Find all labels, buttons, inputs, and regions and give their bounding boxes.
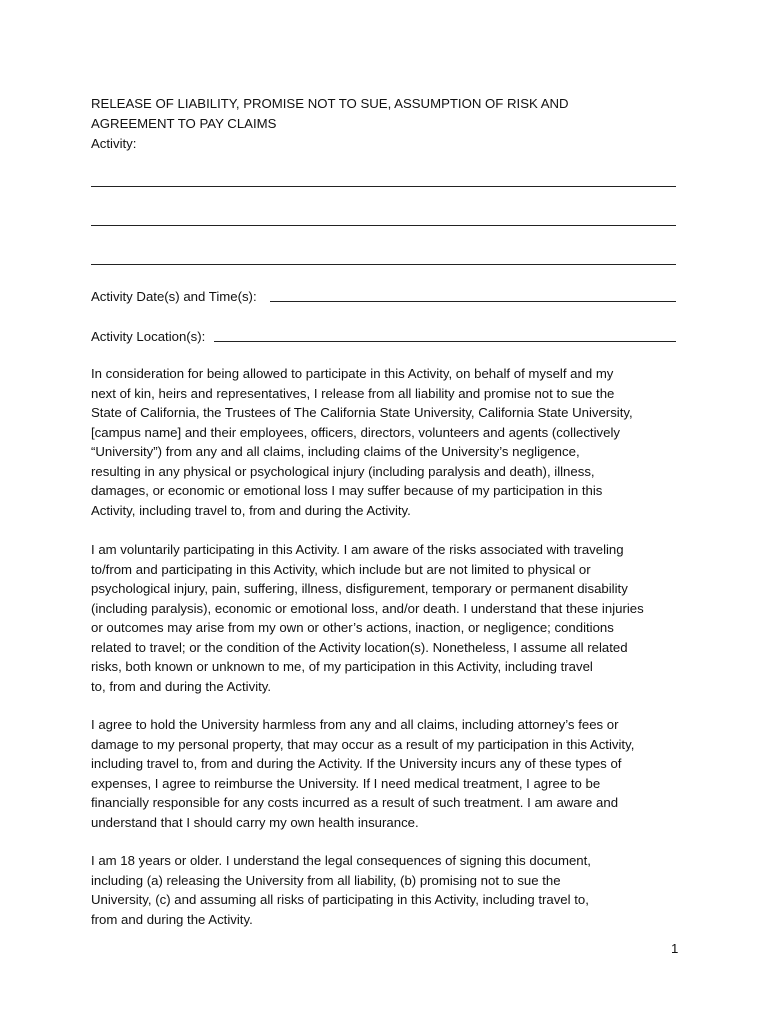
paragraph-line: to, from and during the Activity. <box>91 678 272 694</box>
paragraph-line: resulting in any physical or psychological injury (including paralysis and death), illness, <box>91 463 595 479</box>
paragraph-line: risks, both known or unknown to me, of my participation in this Activity, including travel <box>91 659 593 675</box>
activity-location-label: Activity Location(s): <box>91 329 206 344</box>
activity-date-line[interactable] <box>270 301 676 302</box>
document-title: RELEASE OF LIABILITY, PROMISE NOT TO SUE, ASSUMPTION OF RISK AND AGREEMENT TO PAY CLAIMS <box>91 96 569 131</box>
paragraph-line: from and during the Activity. <box>91 911 253 927</box>
paragraph-line: “University”) from any and all claims, including claims of the University’s negligence, <box>91 444 580 460</box>
paragraph-line: related to travel; or the condition of the Activity location(s). Nonetheless, I assume all related <box>91 639 628 655</box>
age-acknowledgment-paragraph <box>91 851 591 929</box>
paragraph-line: I agree to hold the University harmless from any and all claims, including attorney’s fees or <box>91 717 619 732</box>
paragraph-line: Activity, including travel to, from and during the Activity. <box>91 502 411 518</box>
activity-line-1[interactable] <box>91 186 676 187</box>
paragraph-line: including travel to, from and during the Activity. If the University incurs any of these types of <box>91 756 622 772</box>
assumption-of-risk-paragraph <box>91 540 644 696</box>
paragraph-line: (including paralysis), economic or emotional loss, and/or death. I understand that these injuries <box>91 600 644 616</box>
paragraph-line: I am voluntarily participating in this Activity. I am aware of the risks associated with traveling <box>91 542 624 557</box>
paragraph-line: In consideration for being allowed to participate in this Activity, on behalf of myself and my <box>91 366 614 381</box>
paragraph-line: damages, or economic or emotional loss I may suffer because of my participation in this <box>91 483 603 499</box>
activity-date-label: Activity Date(s) and Time(s): <box>91 289 257 304</box>
paragraph-line: or outcomes may arise from my own or other’s actions, inaction, or negligence; conditions <box>91 620 614 636</box>
activity-location-line[interactable] <box>214 341 676 342</box>
release-paragraph <box>91 364 633 520</box>
paragraph-line: expenses, I agree to reimburse the University. If I need medical treatment, I agree to be <box>91 775 601 791</box>
paragraph-line: psychological injury, pain, suffering, illness, disfigurement, temporary or permanent disability <box>91 581 628 597</box>
page-number: 1 <box>671 941 679 956</box>
paragraph-line: University, (c) and assuming all risks of participating in this Activity, including travel to, <box>91 892 589 908</box>
paragraph-line: State of California, the Trustees of The California State University, California State University, <box>91 405 633 421</box>
paragraph-line: to/from and participating in this Activity, which include but are not limited to physical or <box>91 561 591 577</box>
activity-line-2[interactable] <box>91 225 676 226</box>
hold-harmless-paragraph <box>91 715 634 832</box>
paragraph-line: [campus name] and their employees, officers, directors, volunteers and agents (collectively <box>91 424 620 440</box>
paragraph-line: understand that I should carry my own health insurance. <box>91 814 419 830</box>
paragraph-line: I am 18 years or older. I understand the legal consequences of signing this document, <box>91 853 591 868</box>
paragraph-line: damage to my personal property, that may occur as a result of my participation in this Activity, <box>91 736 635 752</box>
activity-label: Activity: <box>91 136 137 151</box>
paragraph-line: including (a) releasing the University from all liability, (b) promising not to sue the <box>91 872 561 888</box>
paragraph-line: next of kin, heirs and representatives, I release from all liability and promise not to sue the <box>91 385 615 401</box>
activity-line-3[interactable] <box>91 264 676 265</box>
paragraph-line: financially responsible for any costs incurred as a result of such treatment. I am aware and <box>91 795 619 811</box>
